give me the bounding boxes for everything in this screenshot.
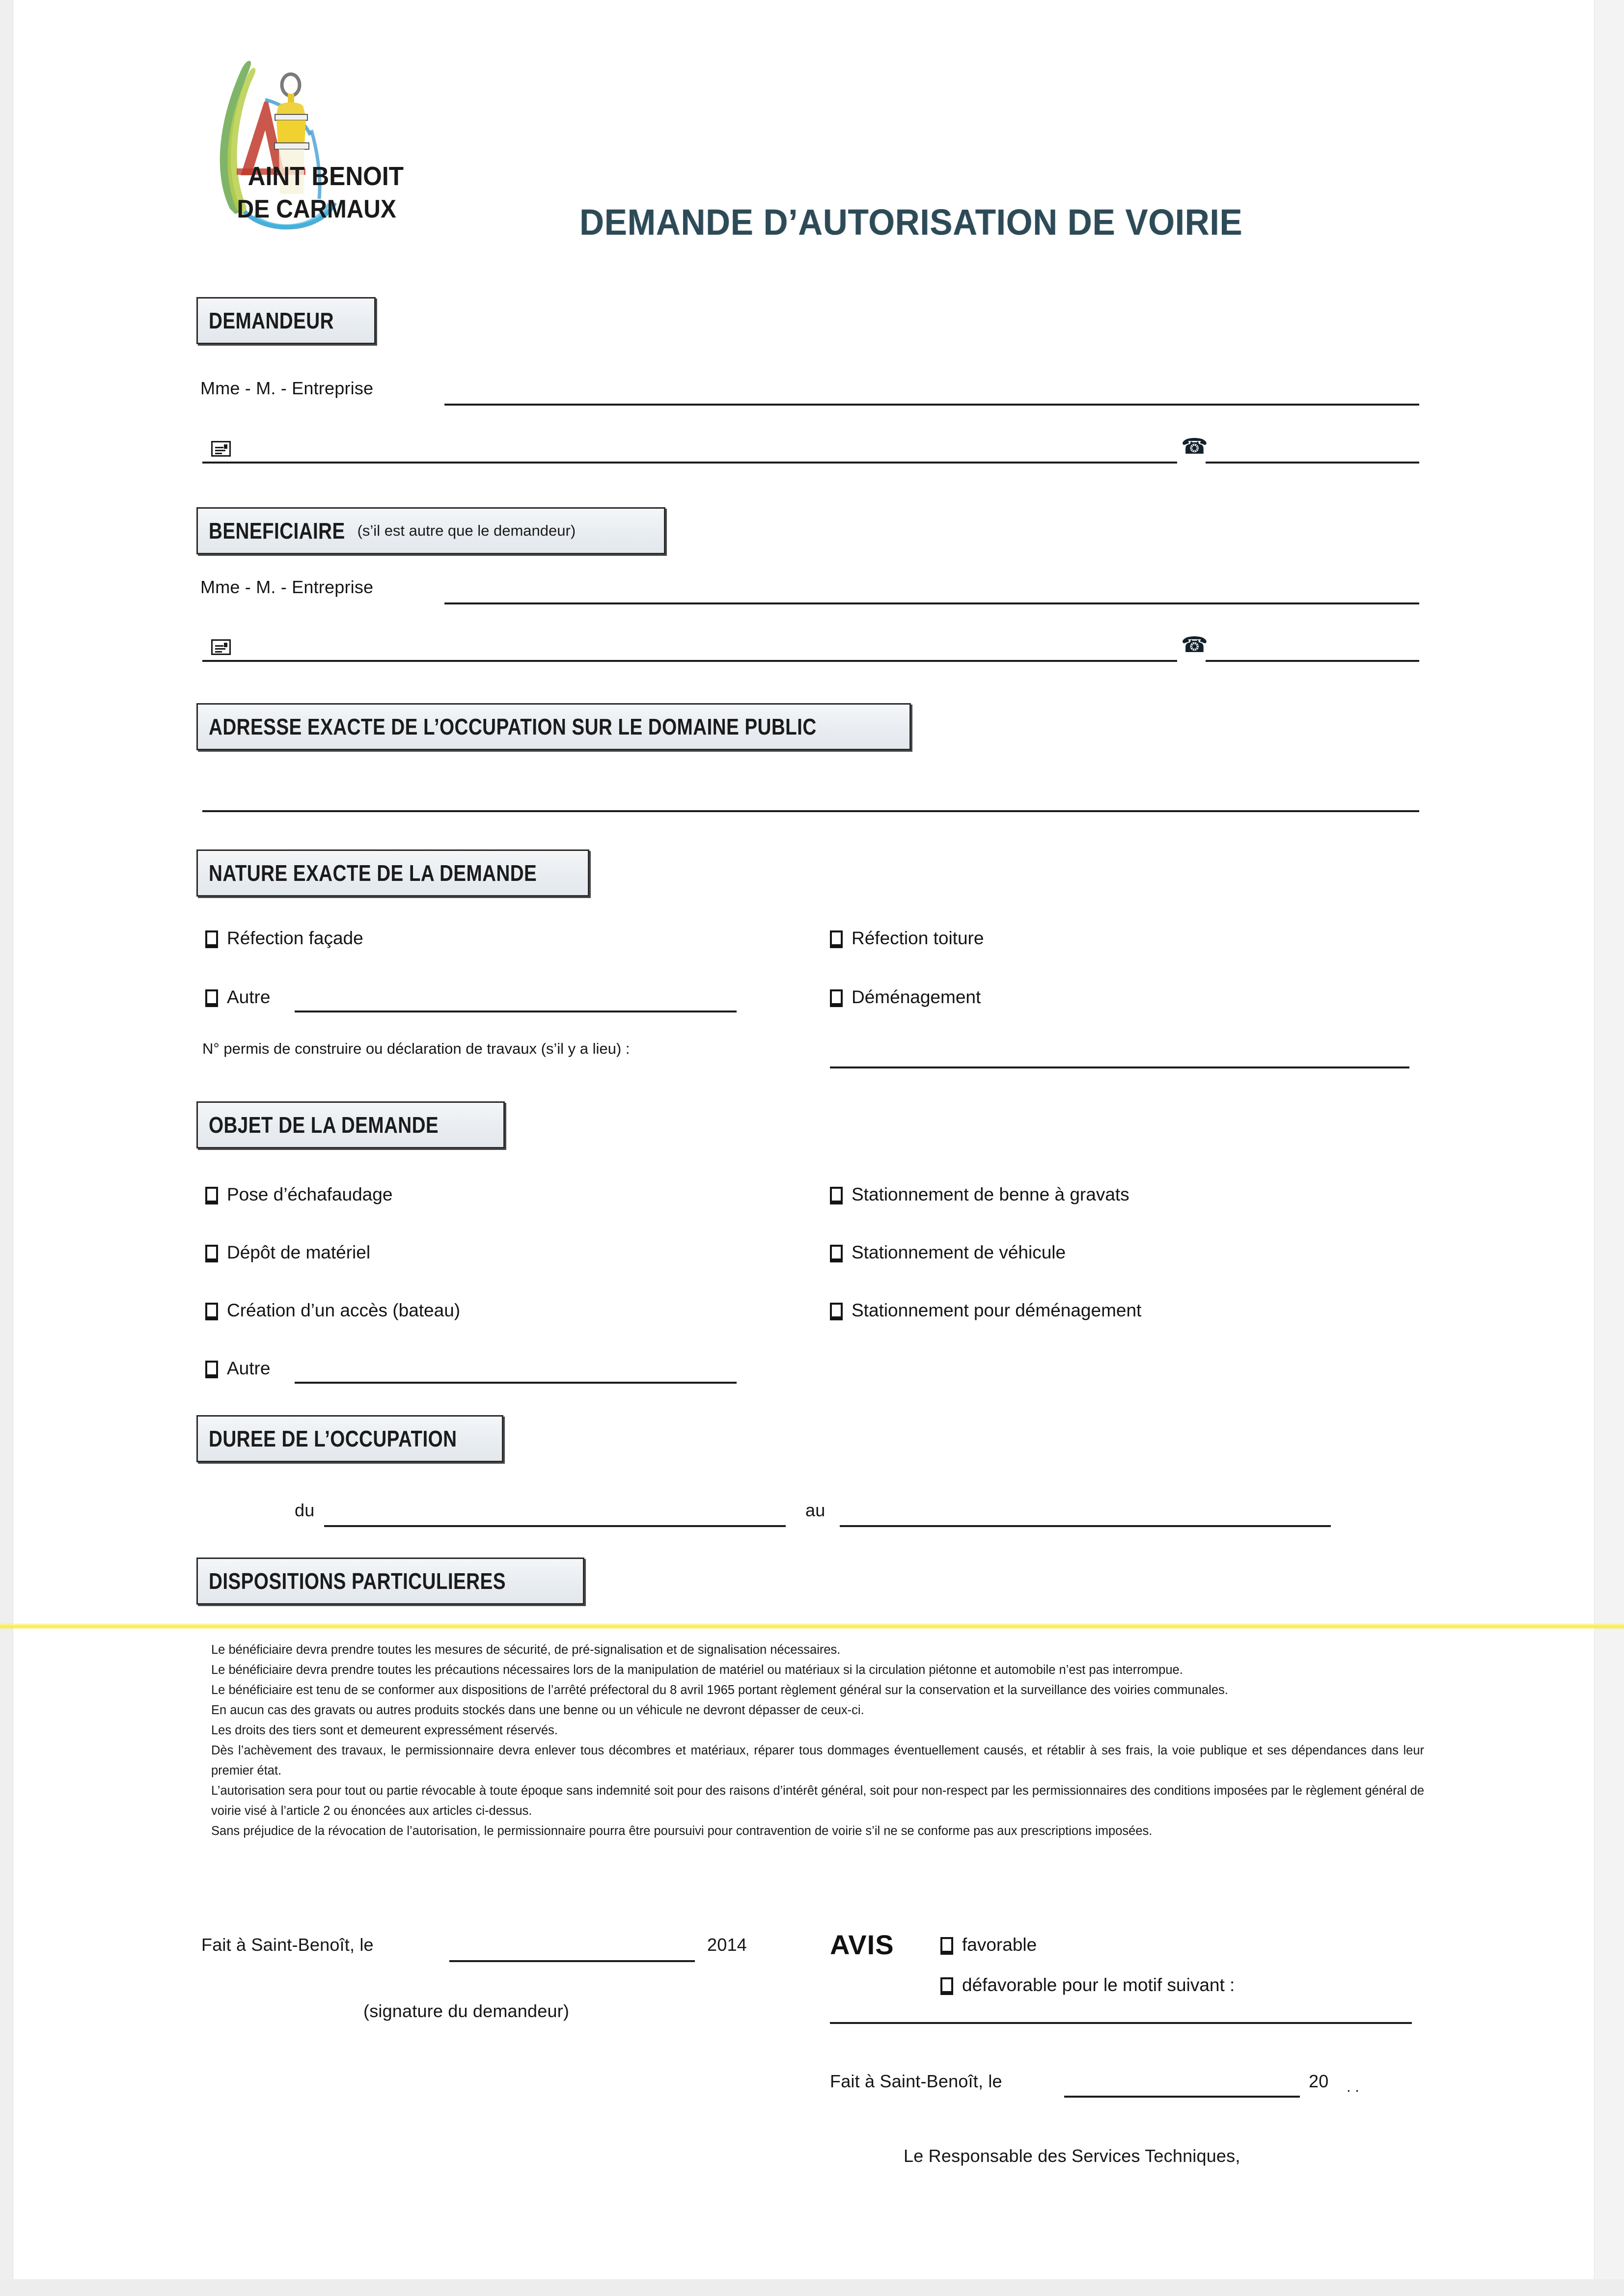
checkbox-avis-defavorable[interactable] (940, 1975, 1235, 1995)
section-title-adresse: ADRESSE EXACTE DE L’OCCUPATION SUR LE DOMAINE PUBLIC (209, 714, 817, 739)
checkbox-label: Création d’un accès (bateau) (227, 1300, 461, 1320)
beneficiaire-name-line[interactable] (444, 602, 1419, 604)
checkbox-box[interactable] (205, 1361, 218, 1376)
municipal-logo (206, 47, 413, 243)
telephone-icon: ☎ (1181, 435, 1208, 459)
checkbox-depot-materiel[interactable] (205, 1242, 370, 1263)
checkbox-refection-facade[interactable] (205, 928, 363, 949)
checkbox-label: favorable (962, 1935, 1037, 1955)
section-title-objet: OBJET DE LA DEMANDE (209, 1112, 439, 1138)
checkbox-label: Stationnement de benne à gravats (852, 1184, 1129, 1204)
demandeur-address-line[interactable] (202, 462, 1177, 464)
checkbox-box[interactable] (830, 1303, 843, 1318)
objet-autre-line[interactable] (295, 1382, 737, 1384)
section-title-dispositions: DISPOSITIONS PARTICULIERES (209, 1568, 506, 1594)
avis-label: AVIS (830, 1929, 894, 1960)
beneficiaire-address-line[interactable] (202, 660, 1177, 662)
avis-motif-line[interactable] (830, 2022, 1412, 2024)
checkbox-label: Stationnement de véhicule (852, 1242, 1066, 1262)
checkbox-box[interactable] (205, 930, 218, 946)
demandeur-name-label: Mme - M. - Entreprise (200, 378, 374, 398)
applicant-date-line[interactable] (449, 1960, 695, 1962)
checkbox-creation-acces[interactable] (205, 1300, 460, 1321)
legal-paragraph: Le bénéficiaire devra prendre toutes les mesures de sécurité, de pré-signalisation et de signalisation nécessaires. (211, 1643, 841, 1657)
legal-paragraph: Le bénéficiaire est tenu de se conformer aux dispositions de l’arrêté préfectoral du 8 avril 1965 portant règlement général sur la conservation et la surveillance des voiries communales. (211, 1683, 1228, 1697)
official-place-label: Fait à Saint-Benoît, le (830, 2071, 1002, 2091)
checkbox-label: défavorable pour le motif suivant : (962, 1975, 1235, 1995)
section-header-dispositions (196, 1558, 584, 1605)
checkbox-box[interactable] (830, 989, 843, 1005)
official-date-line[interactable] (1064, 2096, 1300, 2098)
checkbox-box[interactable] (205, 1303, 218, 1318)
checkbox-objet-autre[interactable] (205, 1358, 270, 1379)
legal-paragraph: L’autorisation sera pour tout ou partie révocable à toute époque sans indemnité soit pour des raisons d’intérêt général, soit pour non-respect par les permissionnaires des conditions imposées par le règlement général de voirie visé à l’article 2 ou énoncées aux articles ci-dessus. (211, 1784, 1424, 1818)
svg-text:DE CARMAUX: DE CARMAUX (237, 194, 396, 223)
scan-edge-bottom (0, 2279, 1624, 2296)
nature-autre-line[interactable] (295, 1011, 737, 1012)
scan-yellow-band (0, 1623, 1624, 1630)
section-header-objet (196, 1101, 505, 1148)
checkbox-box[interactable] (205, 1245, 218, 1260)
checkbox-box[interactable] (940, 1977, 953, 1993)
legal-paragraph: En aucun cas des gravats ou autres produits stockés dans une benne ou un véhicule ne devront dépasser de ceux-ci. (211, 1703, 864, 1717)
duree-from-label: du (295, 1500, 315, 1520)
applicant-year: 2014 (707, 1935, 747, 1955)
checkbox-label: Pose d’échafaudage (227, 1184, 393, 1204)
demandeur-name-line[interactable] (444, 404, 1419, 406)
checkbox-box[interactable] (205, 1187, 218, 1203)
section-title-beneficiaire: BENEFICIAIRE (209, 518, 345, 544)
adresse-line[interactable] (202, 810, 1419, 812)
beneficiaire-name-label: Mme - M. - Entreprise (200, 577, 374, 597)
legal-paragraph: Sans préjudice de la révocation de l’autorisation, le permissionnaire pourra être poursuivi pour contravention de voirie s’il ne se conforme pas aux prescriptions imposées. (211, 1824, 1153, 1838)
demandeur-phone-line[interactable] (1206, 462, 1419, 464)
section-subtitle-beneficiaire: (s’il est autre que le demandeur) (357, 522, 576, 539)
checkbox-box[interactable] (940, 1937, 953, 1953)
checkbox-box[interactable] (830, 1187, 843, 1203)
page-title: DEMANDE D’AUTORISATION DE VOIRIE (579, 202, 1243, 243)
official-year-dots: . . (1347, 2078, 1359, 2095)
telephone-icon: ☎ (1181, 633, 1208, 657)
checkbox-box[interactable] (830, 930, 843, 946)
checkbox-label: Réfection toiture (852, 928, 984, 948)
permis-label: N° permis de construire ou déclaration de travaux (s’il y a lieu) : (202, 1040, 630, 1057)
checkbox-label: Déménagement (852, 987, 981, 1007)
checkbox-label: Autre (227, 987, 271, 1007)
beneficiaire-phone-line[interactable] (1206, 660, 1419, 662)
checkbox-label: Dépôt de matériel (227, 1242, 371, 1262)
official-year-prefix: 20 (1309, 2071, 1329, 2091)
mail-icon (211, 441, 231, 457)
section-header-nature (196, 849, 589, 897)
section-title-demandeur: DEMANDEUR (209, 308, 334, 333)
applicant-signature-label: (signature du demandeur) (363, 2001, 570, 2021)
checkbox-nature-autre[interactable] (205, 987, 270, 1008)
checkbox-label: Autre (227, 1358, 271, 1378)
checkbox-stationnement-demenagement[interactable] (830, 1300, 1141, 1321)
checkbox-label: Réfection façade (227, 928, 363, 948)
checkbox-label: Stationnement pour déménagement (852, 1300, 1142, 1320)
scan-edge-right (1594, 0, 1624, 2296)
duree-from-line[interactable] (324, 1525, 786, 1527)
checkbox-demenagement[interactable] (830, 987, 981, 1008)
checkbox-pose-echafaudage[interactable] (205, 1184, 392, 1205)
applicant-place-label: Fait à Saint-Benoît, le (201, 1935, 374, 1955)
checkbox-box[interactable] (205, 989, 218, 1005)
duree-to-line[interactable] (840, 1525, 1331, 1527)
section-title-nature: NATURE EXACTE DE LA DEMANDE (209, 860, 537, 886)
checkbox-avis-favorable[interactable] (940, 1935, 1037, 1955)
legal-paragraph: Le bénéficiaire devra prendre toutes les précautions nécessaires lors de la manipulation de matériel ou matériaux si la circulation piétonne et automobile n’est pas interrompue. (211, 1663, 1183, 1677)
scan-edge-left (0, 0, 13, 2296)
legal-paragraph: Les droits des tiers sont et demeurent expressément réservés. (211, 1723, 558, 1737)
checkbox-refection-toiture[interactable] (830, 928, 984, 949)
official-role-label: Le Responsable des Services Techniques, (904, 2146, 1240, 2166)
section-header-duree (196, 1415, 503, 1462)
checkbox-box[interactable] (830, 1245, 843, 1260)
checkbox-benne-gravats[interactable] (830, 1184, 1129, 1205)
dispositions-text (211, 1640, 1424, 1841)
section-header-beneficiaire (196, 507, 665, 554)
permis-line[interactable] (830, 1066, 1409, 1068)
checkbox-stationnement-vehicule[interactable] (830, 1242, 1066, 1263)
duree-to-label: au (805, 1500, 826, 1520)
section-title-duree: DUREE DE L’OCCUPATION (209, 1426, 457, 1451)
mail-icon (211, 639, 231, 655)
section-header-demandeur (196, 297, 376, 344)
legal-paragraph: Dès l’achèvement des travaux, le permissionnaire devra enlever tous décombres et matériaux, réparer tous dommages éventuellement causés, et rétablir à ses frais, la voie publique et ses dépendances dans leur premier état. (211, 1744, 1424, 1777)
section-header-adresse (196, 703, 911, 750)
svg-text:AINT BENOIT: AINT BENOIT (248, 161, 404, 191)
